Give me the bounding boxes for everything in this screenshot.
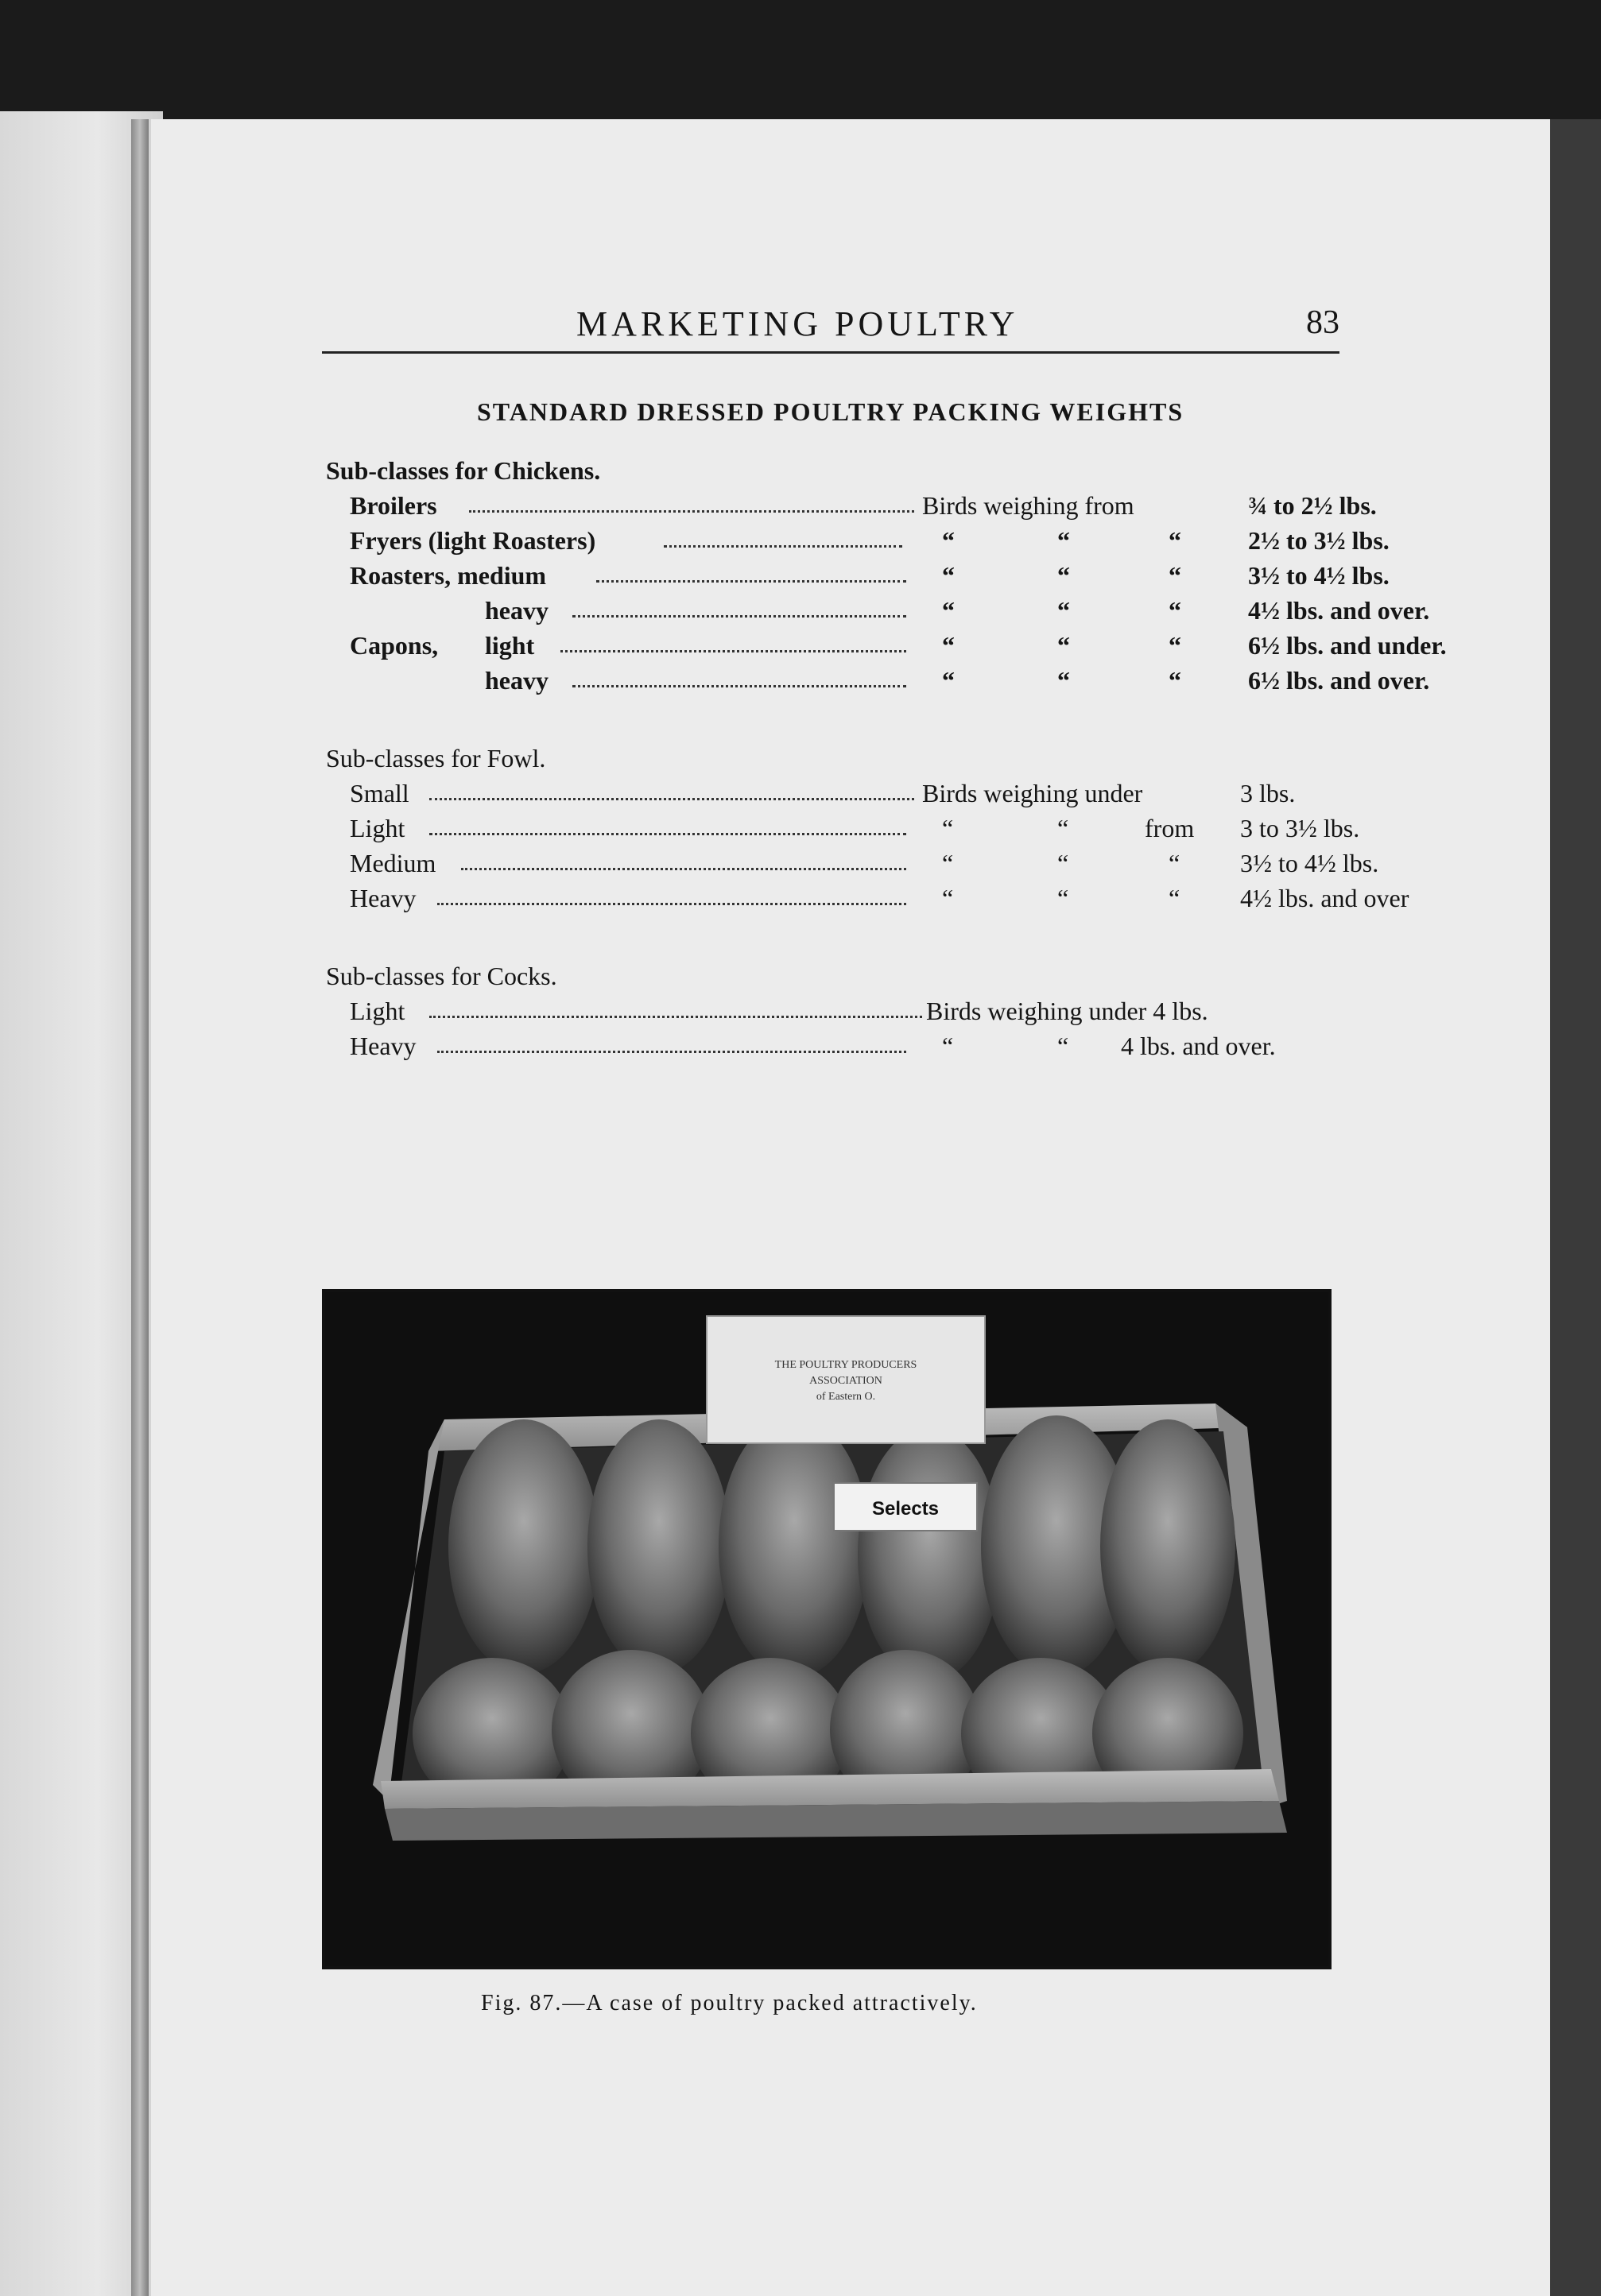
ditto-mark: “ <box>942 561 955 590</box>
dot-leader <box>429 776 914 800</box>
dressed-bird <box>1100 1419 1235 1674</box>
ditto-mark: “ <box>1057 596 1070 625</box>
dressed-bird <box>858 1427 1001 1682</box>
weight-range: 6½ lbs. and under. <box>1248 631 1447 660</box>
ditto-mark: “ <box>1169 884 1180 912</box>
page-number: 83 <box>1306 304 1339 341</box>
ditto-mark: “ <box>1169 666 1181 695</box>
dressed-bird <box>587 1419 731 1674</box>
ditto-mark: “ <box>942 849 954 877</box>
group-title: Sub-classes for Cocks. <box>326 962 557 990</box>
ditto-mark: “ <box>1169 561 1181 590</box>
table-row <box>326 993 1359 1028</box>
dot-leader <box>437 1028 906 1053</box>
ditto-mark: “ <box>1169 596 1181 625</box>
dot-leader <box>469 488 914 513</box>
running-head <box>322 304 1339 354</box>
packing-weights-table <box>326 453 1447 1106</box>
table-row <box>326 488 1377 523</box>
placard-line: of Eastern O. <box>816 1391 876 1403</box>
weight-range: 3½ to 4½ lbs. <box>1248 561 1390 590</box>
class-name: Light <box>350 814 405 842</box>
weight-range: 2½ to 3½ lbs. <box>1248 526 1390 555</box>
class-name: Broilers <box>350 491 437 520</box>
ditto-mark: “ <box>942 631 955 660</box>
dressed-bird <box>719 1415 870 1678</box>
book-spine <box>131 119 149 2296</box>
ditto-mark: “ <box>1057 526 1070 555</box>
fowl-group <box>326 741 1409 916</box>
ditto-mark: “ <box>1169 631 1181 660</box>
cocks-group <box>326 958 1359 1063</box>
placard-line: ASSOCIATION <box>809 1375 882 1387</box>
poultry-case-photo <box>322 1289 1332 1969</box>
group-title: Sub-classes for Fowl. <box>326 744 546 772</box>
group-title: Sub-classes for Chickens. <box>326 456 601 485</box>
grade-name: light <box>485 631 535 660</box>
table-row <box>326 523 1390 558</box>
grade-name: heavy <box>485 666 549 695</box>
poultry-case-illustration <box>325 1292 1328 1966</box>
dot-leader <box>560 628 906 652</box>
scanner-background <box>1550 119 1601 2296</box>
class-name: Capons, <box>350 631 439 660</box>
ditto-mark: “ <box>1057 561 1070 590</box>
weight-prefix: Birds weighing from <box>922 491 1134 520</box>
weight-range: 4 lbs. and over. <box>1121 1032 1276 1060</box>
dot-leader <box>429 811 906 835</box>
ditto-mark: “ <box>1057 1032 1069 1060</box>
dot-leader <box>437 881 906 905</box>
ditto-mark: “ <box>942 1032 954 1060</box>
ditto-mark: “ <box>1057 666 1070 695</box>
weight-range: 3½ to 4½ lbs. <box>1240 849 1379 877</box>
section-title: STANDARD DRESSED POULTRY PACKING WEIGHTS <box>477 397 1184 426</box>
class-name: Heavy <box>350 1032 417 1060</box>
class-name: Heavy <box>350 884 417 912</box>
figure-caption: Fig. 87.—A case of poultry packed attractively. <box>481 1991 978 2015</box>
dressed-bird <box>448 1419 599 1674</box>
weight-prefix: from <box>1145 814 1195 842</box>
weight-prefix: Birds weighing under <box>922 779 1143 807</box>
weight-range: 4½ lbs. and over <box>1240 884 1409 912</box>
weight-range: ¾ to 2½ lbs. <box>1248 491 1377 520</box>
ditto-mark: “ <box>942 884 954 912</box>
weight-range: 6½ lbs. and over. <box>1248 666 1430 695</box>
table-row <box>326 846 1379 881</box>
ditto-mark: “ <box>1057 849 1069 877</box>
table-row <box>326 663 1430 698</box>
class-name: Small <box>350 779 409 807</box>
placard-line: THE POULTRY PRODUCERS <box>774 1359 917 1371</box>
ditto-mark: “ <box>1057 631 1070 660</box>
ditto-mark: “ <box>942 596 955 625</box>
ditto-mark: “ <box>942 666 955 695</box>
table-row <box>326 881 1409 916</box>
weight-range: 3 lbs. <box>1240 779 1296 807</box>
class-name: Fryers (light Roasters) <box>350 526 596 555</box>
table-row <box>326 811 1359 846</box>
table-row <box>326 593 1430 628</box>
ditto-mark: “ <box>942 814 954 842</box>
weight-range: 4½ lbs. and over. <box>1248 596 1430 625</box>
selects-label-text: Selects <box>871 1498 940 1520</box>
dot-leader <box>664 523 902 548</box>
grade-name: heavy <box>485 596 549 625</box>
dot-leader <box>429 993 922 1018</box>
class-name: Roasters, medium <box>350 561 547 590</box>
ditto-mark: “ <box>1057 814 1069 842</box>
dot-leader <box>572 663 906 687</box>
dot-leader <box>461 846 906 870</box>
ditto-mark: “ <box>1057 884 1069 912</box>
running-title: MARKETING POULTRY <box>576 304 1019 343</box>
weight-range: 3 to 3½ lbs. <box>1240 814 1360 842</box>
ditto-mark: “ <box>942 526 955 555</box>
table-row <box>326 1028 1359 1063</box>
weight-range: Birds weighing under 4 lbs. <box>926 997 1208 1025</box>
table-row <box>326 776 1359 811</box>
dot-leader <box>596 558 906 583</box>
ditto-mark: “ <box>1169 849 1180 877</box>
table-row <box>326 628 1447 663</box>
ditto-mark: “ <box>1169 526 1181 555</box>
dot-leader <box>572 593 906 618</box>
chickens-group <box>326 453 1447 698</box>
class-name: Light <box>350 997 405 1025</box>
table-row <box>326 558 1390 593</box>
class-name: Medium <box>350 849 436 877</box>
book-page <box>151 119 1550 2296</box>
